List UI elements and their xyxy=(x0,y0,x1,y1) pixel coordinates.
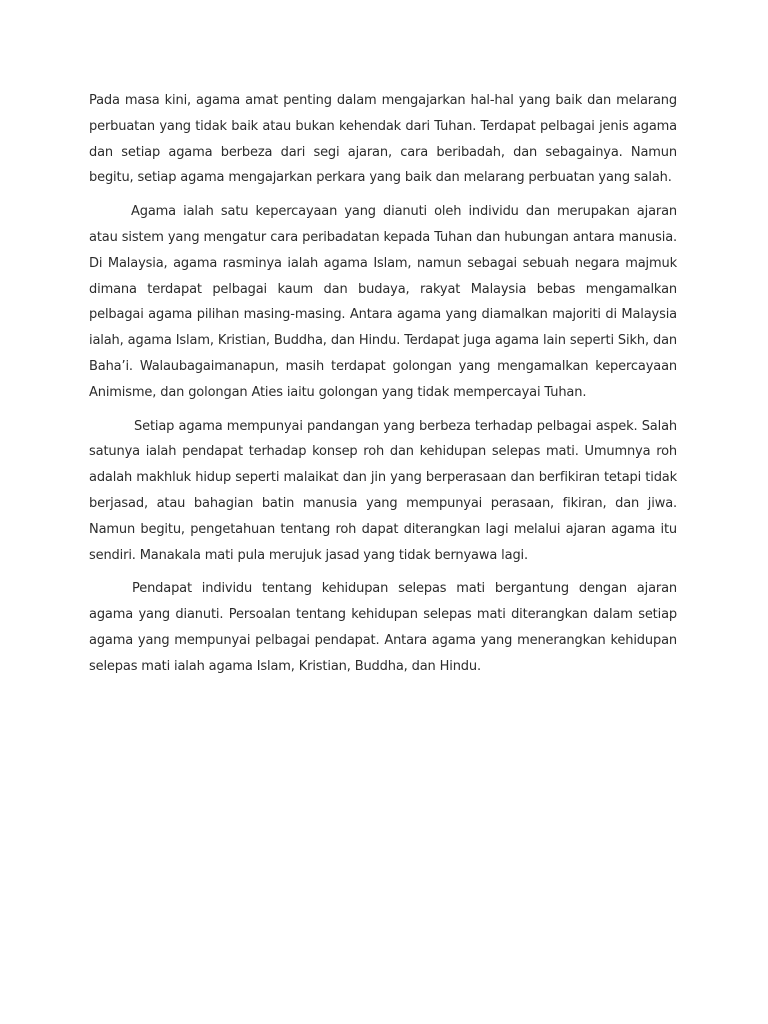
paragraph-4: Pendapat individu tentang kehidupan selepas mati bergantung dengan ajaran agama yang dianuti. Persoalan tentang kehidupan selepas mati diterangkan dalam setiap agama yang mempunyai pelbagai pendapat. Antara agama yang menerangkan kehidupan selepas mati ialah agama Islam, Kristian, Buddha, dan Hindu. xyxy=(89,581,677,674)
paragraph-3: Setiap agama mempunyai pandangan yang berbeza terhadap pelbagai aspek. Salah satunya ialah pendapat terhadap konsep roh dan kehidupan selepas mati. Umumnya roh adalah makhluk hidup seperti malaikat dan jin yang berperasaan dan berfikiran tetapi tidak berjasad, atau bahagian batin manusia yang mempunyai perasaan, fikiran, dan jiwa. Namun begitu, pengetahuan tentang roh dapat diterangkan lagi melalui ajaran agama itu sendiri. Manakala mati pula merujuk jasad yang tidak bernyawa lagi. xyxy=(89,418,677,563)
paragraph-1: Pada masa kini, agama amat penting dalam mengajarkan hal-hal yang baik dan melarang perbuatan yang tidak baik atau bukan kehendak dari Tuhan. Terdapat pelbagai jenis agama dan setiap agama berbeza dari segi ajaran, cara beribadah, dan sebagainya. Namun begitu, setiap agama mengajarkan perkara yang baik dan melarang perbuatan yang salah. xyxy=(89,93,677,186)
document-body xyxy=(89,88,677,688)
paragraph-2: Agama ialah satu kepercayaan yang dianuti oleh individu dan merupakan ajaran atau sistem yang mengatur cara peribadatan kepada Tuhan dan hubungan antara manusia. Di Malaysia, agama rasminya ialah agama Islam, namun sebagai sebuah negara majmuk dimana terdapat pelbagai kaum dan budaya, rakyat Malaysia bebas mengamalkan pelbagai agama pilihan masing-masing. Antara agama yang diamalkan majoriti di Malaysia ialah, agama Islam, Kristian, Buddha, dan Hindu. Terdapat juga agama lain seperti Sikh, dan Baha’i. Walaubagaimanapun, masih terdapat golongan yang mengamalkan kepercayaan Animisme, dan golongan Aties iaitu golongan yang tidak mempercayai Tuhan. xyxy=(89,204,677,400)
